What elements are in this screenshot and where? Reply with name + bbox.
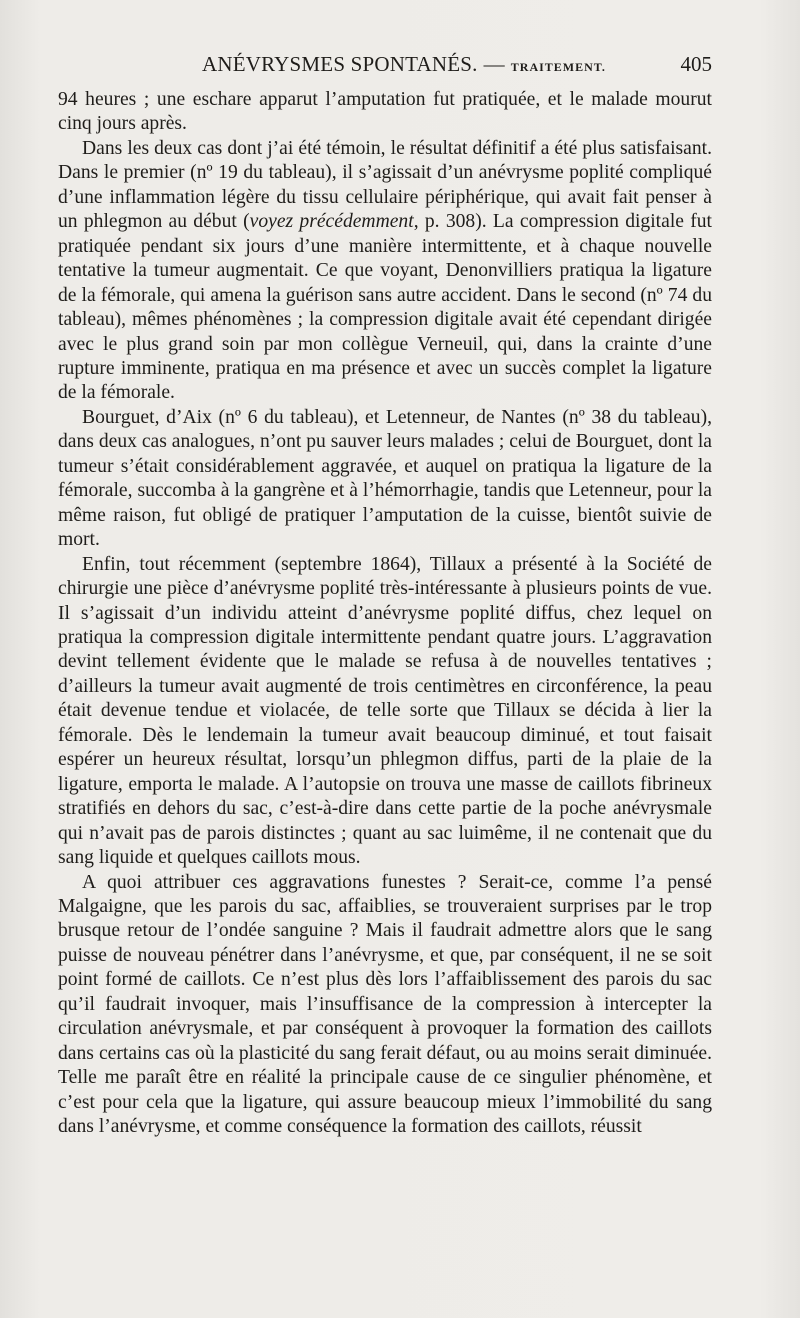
- running-title-text: ANÉVRYSMES SPONTANÉS.: [202, 52, 478, 76]
- paragraph-2: [58, 137, 712, 406]
- paragraph-2-italic: voyez précédemment: [249, 211, 414, 233]
- paragraph-1-text: 94 heures ; une eschare apparut l’amputation fut pratiquée, et le malade mourut cinq jours après.: [58, 89, 712, 135]
- paragraph-3-text: Bourguet, d’Aix (nº 6 du tableau), et Letenneur, de Nantes (nº 38 du tableau), dans deux cas analogues, n’ont pu sauver leurs malades ; celui de Bourguet, dont la tumeur s’était considérablement aggravée, et auquel on pratiqua la ligature de la fémorale, succomba à la gangrène et à l’hémorrhagie, tandis que Letenneur, pour la même raison, fut obligé de pratiquer l’amputation de la cuisse, bientôt suivie de mort.: [58, 406, 712, 551]
- running-title: [202, 52, 606, 77]
- paragraph-4-text: Enfin, tout récemment (septembre 1864), Tillaux a présenté à la Société de chirurgie une pièce d’anévrysme poplité très-intéressante à plusieurs points de vue. Il s’agissait d’un individu atteint d’anévrysme poplité diffus, chez lequel on pratiqua la compression digitale intermittente pendant quatre jours. L’aggravation devint tellement évidente que le malade se refusa à de nouvelles tentatives ; d’ailleurs la tumeur avait augmenté de trois centimètres en circonférence, la peau était devenue tendue et violacée, de telle sorte que Tillaux se décida à lier la fémorale. Dès le lendemain la tumeur avait beaucoup diminué, et tout faisait espérer un heureux résultat, lorsqu’un phlegmon diffus, parti de la plaie de la ligature, emporta le malade. A l’autopsie on trouva une masse de caillots fibrineux stratifiés en dehors du sac, c’est-à-dire dans cette partie de la poche anévrysmale qui n’avait pas de parois distinctes ; quant au sac luimême, il ne contenait que du sang liquide et quelques caillots mous.: [58, 553, 712, 869]
- paragraph-5: [58, 871, 712, 1140]
- paragraph-5-text: A quoi attribuer ces aggravations funestes ? Serait-ce, comme l’a pensé Malgaigne, que les parois du sac, affaiblies, se trouveraient surprises par le trop brusque retour de l’ondée sanguine ? Mais il faudrait admettre alors que le sang puisse de nouveau pénétrer dans l’anévrysme, et que, par conséquent, il ne se soit point formé de caillots. Ce n’est plus dès lors l’affaiblissement des parois du sac qu’il faudrait invoquer, mais l’insuffisance de la compression à intercepter la circulation anévrysmale, et par conséquent à provoquer la formation des caillots dans certains cas où la plasticité du sang ferait défaut, ou au moins serait diminuée. Telle me paraît être en réalité la principale cause de ce singulier phénomène, et c’est pour cela que la ligature, qui assure beaucoup mieux l’immobilité du sang dans l’anévrysme, et comme conséquence la formation des caillots, réussit: [58, 871, 712, 1138]
- section-title: TRAITEMENT.: [510, 60, 606, 74]
- paragraph-2-text-end: , p. 308). La compression digitale fut pratiquée pendant six jours d’une manière intermittente, et à chaque nouvelle tentative la tumeur augmentait. Ce que voyant, Denonvilliers pratiqua la ligature de la fémorale, qui amena la guérison sans autre accident. Dans le second (nº 74 du tableau), mêmes phénomènes ; la compression digitale avait été cependant dirigée avec le plus grand soin par mon collègue Verneuil, qui, dans la crainte d’une rupture imminente, pratiqua en ma présence et avec un succès complet la ligature de la fémorale.: [58, 211, 713, 404]
- page-header: [58, 52, 712, 82]
- page-number: 405: [680, 52, 712, 76]
- paragraph-1: [58, 88, 712, 137]
- header-separator: —: [483, 52, 505, 76]
- paragraph-3: [58, 406, 712, 553]
- paragraph-4: [58, 553, 712, 871]
- body-text: [58, 88, 712, 1139]
- paragraph-2-text-start: Dans les deux cas dont j’ai été témoin, le résultat définitif a été plus satisfaisant. Dans le premier (nº 19 du tableau), il s’agissait d’un anévrysme poplité compliqué d’une inflammation légère du tissu cellulaire périphérique, qui avait fait penser à un phlegmon au début (: [58, 137, 712, 233]
